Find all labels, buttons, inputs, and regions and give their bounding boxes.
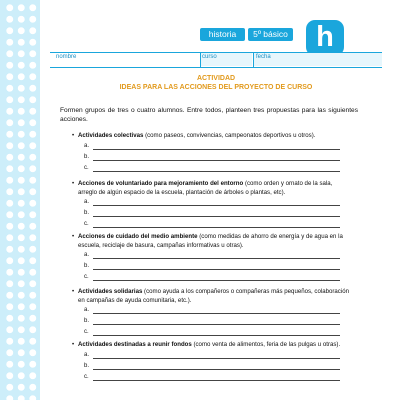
activity-item-title: Acciones de voluntariado para mejoramiento del entorno [78, 180, 244, 187]
answer-line-letter: c. [84, 274, 89, 280]
answer-rule [93, 269, 340, 270]
answer-line-letter: c. [84, 221, 89, 227]
answer-line-letter: b. [84, 318, 90, 324]
worksheet-header [50, 20, 382, 72]
activity-item-description: (como paseos, convivencias, campeonatos deportivos u otros). [143, 132, 316, 139]
answer-line[interactable] [84, 209, 350, 219]
answer-line-letter: b. [84, 263, 90, 269]
activity-item-heading [60, 180, 350, 197]
instructions-text: Formen grupos de tres o cuatro alumnos. Entre todos, planteen tres propuestas para las siguientes acciones. [60, 107, 358, 123]
page-title: IDEAS PARA LAS ACCIONES DEL PROYECTO DE CURSO [119, 84, 313, 91]
answer-line[interactable] [84, 220, 350, 230]
answer-line-letter: c. [84, 373, 89, 380]
answer-rule [93, 313, 340, 314]
answer-line[interactable] [84, 328, 350, 338]
dot-pattern [4, 2, 38, 400]
activity-item-heading [60, 132, 350, 141]
answer-rule [93, 205, 340, 206]
answer-rule [93, 171, 340, 172]
field-divider [253, 53, 254, 67]
answer-line[interactable] [84, 351, 350, 361]
answer-line-letter: c. [84, 164, 89, 171]
activity-item-description: (como venta de alimentos, feria de las pulgas u otras). [191, 341, 341, 348]
activity-item [60, 233, 350, 283]
answer-line-letter: a. [84, 351, 90, 358]
activity-item-description: (como orden y ornato de la sala, arreglo de algún espacio de la escuela, plantación de árboles o plantas, etc). [78, 180, 333, 196]
activity-item-heading [60, 288, 350, 305]
date-field-label: fecha [256, 54, 271, 60]
activity-item-title: Actividades colectivas [78, 132, 144, 139]
answer-line-letter: b. [84, 210, 90, 216]
grade-tag: 5º básico [248, 28, 293, 41]
answer-line-letter: a. [84, 252, 90, 258]
answer-rule [93, 160, 340, 161]
decorative-dot-strip [0, 0, 40, 400]
answer-rule [93, 149, 340, 150]
answer-rule [93, 369, 340, 370]
answer-rule [93, 324, 340, 325]
answer-line-letter: a. [84, 142, 90, 149]
answer-rule [93, 380, 340, 381]
bullet-icon: • [72, 341, 75, 348]
course-field-label: curso [202, 54, 217, 60]
activity-item-heading [60, 233, 350, 250]
answer-line[interactable] [84, 273, 350, 283]
activity-item-heading [60, 341, 350, 350]
name-field-label: nombre [56, 54, 77, 60]
activity-item [60, 341, 350, 383]
answer-line[interactable] [84, 373, 350, 383]
subject-tag: historia [200, 28, 245, 41]
answer-line-letter: a. [84, 307, 90, 313]
activity-item [60, 180, 350, 230]
activity-item-description: (como ayuda a los compañeros o compañeras más pequeños, colaboración en campañas de ayuda comunitaria, etc.). [78, 288, 349, 304]
answer-line-letter: c. [84, 329, 89, 335]
activity-item-title: Acciones de cuidado del medio ambiente [78, 233, 198, 240]
answer-line[interactable] [84, 164, 350, 174]
field-divider [200, 53, 201, 67]
answer-line[interactable] [84, 362, 350, 372]
answer-line[interactable] [84, 251, 350, 261]
answer-line[interactable] [84, 306, 350, 316]
activity-item-description: (como medidas de ahorro de energía y de agua en la escuela, reciclaje de basura, campañas informativas u otras). [78, 233, 343, 249]
answer-rule [93, 227, 340, 228]
answer-rule [93, 258, 340, 259]
activity-item [60, 132, 350, 174]
answer-line[interactable] [84, 317, 350, 327]
bullet-icon: • [72, 132, 75, 139]
answer-rule [93, 335, 340, 336]
activity-label: ACTIVIDAD [196, 75, 236, 82]
answer-line-letter: b. [84, 362, 90, 369]
answer-rule [93, 216, 340, 217]
answer-line[interactable] [84, 262, 350, 272]
logo-h-icon: h [306, 20, 344, 56]
bullet-icon: • [72, 180, 75, 187]
answer-rule [93, 280, 340, 281]
answer-line[interactable] [84, 142, 350, 152]
bullet-icon: • [72, 233, 75, 240]
answer-line-letter: b. [84, 153, 90, 160]
answer-rule [93, 358, 340, 359]
activity-item-title: Actividades solidarias [78, 288, 143, 295]
activity-item [60, 288, 350, 338]
date-field-box[interactable] [254, 53, 382, 66]
answer-line-letter: a. [84, 199, 90, 205]
header-divider-bottom [50, 67, 382, 68]
answer-line[interactable] [84, 153, 350, 163]
activity-item-title: Actividades destinadas a reunir fondos [78, 341, 192, 348]
bullet-icon: • [72, 288, 75, 295]
answer-line[interactable] [84, 198, 350, 208]
